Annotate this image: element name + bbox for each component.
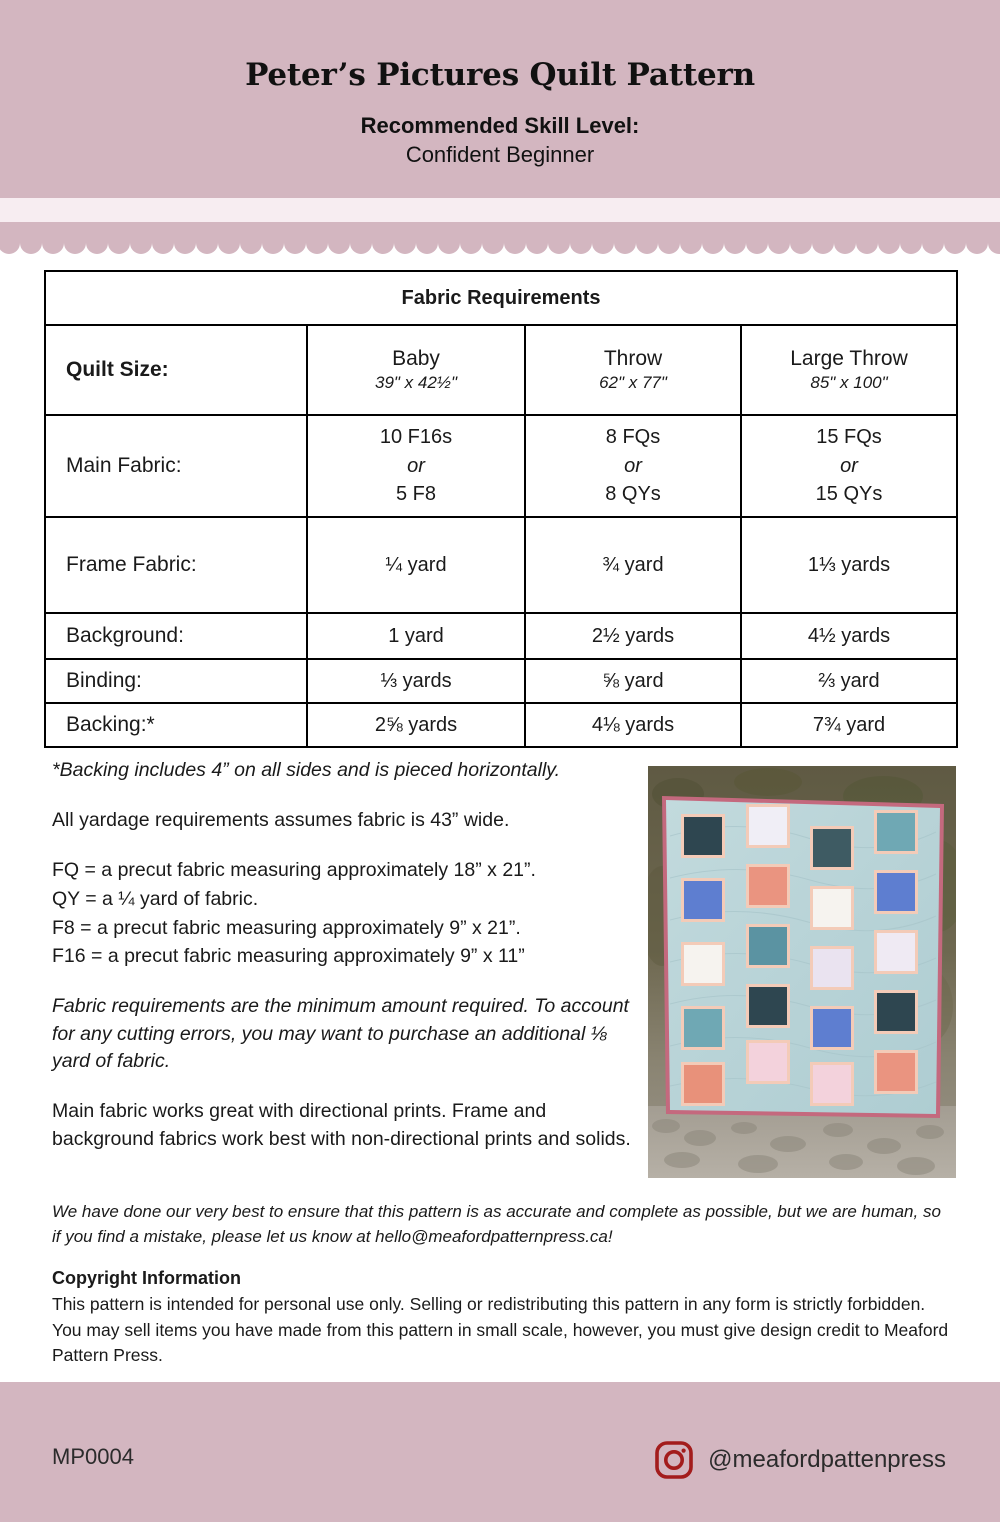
scallop [922,240,944,254]
scallop [548,240,570,254]
scallop [966,240,988,254]
scallop [64,240,86,254]
scallop [240,240,262,254]
scallop [900,240,922,254]
scallop [328,240,350,254]
scallop [0,240,20,254]
cell-line: 5 F8 [395,483,437,506]
cell-line: 10 F16s [379,426,453,449]
cell-main-fabric-baby [307,415,525,517]
scallop [834,240,856,254]
row-label: Main Fabric: [45,415,307,517]
quilt-photo-illustration [648,766,956,1178]
scallop [790,240,812,254]
size-column-baby [307,325,525,415]
page-title: Peter’s Pictures Quilt Pattern [245,57,755,93]
scallop [812,240,834,254]
backing-note: *Backing includes 4” on all sides and is pieced horizontally. [52,759,561,781]
size-name: Baby [392,346,440,370]
size-column-large-throw [741,325,957,415]
instagram-handle[interactable]: @meafordpattenpress [708,1446,946,1473]
cell-line: or [624,454,642,477]
scallop [724,240,746,254]
scallop [350,240,372,254]
scallop [614,240,636,254]
size-dims: 39" x 42½" [374,373,457,393]
scallop [372,240,394,254]
row-label: Background: [45,613,307,659]
scallop [988,240,1000,254]
pattern-code: MP0004 [52,1444,134,1469]
instagram-icon[interactable] [654,1440,694,1480]
table-row [45,703,957,747]
quilt-size-label: Quilt Size: [45,325,307,415]
header-light-band [0,198,1000,222]
copyright-heading: Copyright Information [52,1268,241,1288]
cell-main-fabric-throw [525,415,741,517]
cell-binding-throw: ⅝ yard [525,659,741,703]
scallop [86,240,108,254]
size-name: Throw [603,346,663,370]
cell-frame-fabric-large-throw: 1⅓ yards [741,517,957,613]
scallop [42,240,64,254]
cell-backing-throw: 4⅛ yards [525,703,741,747]
scallop [262,240,284,254]
scallop [746,240,768,254]
cell-frame-fabric-baby: ¼ yard [307,517,525,613]
scallop [174,240,196,254]
scallop [680,240,702,254]
definition-f16: F16 = a precut fabric measuring approximately 9” x 11” [52,945,525,968]
row-label: Frame Fabric: [45,517,307,613]
cell-background-baby: 1 yard [307,613,525,659]
scallop [130,240,152,254]
scallop [526,240,548,254]
skill-level-label: Recommended Skill Level: [360,113,640,138]
directional-prints-note: Main fabric works great with directional prints. Frame and background fabrics work best with non-directional prints and solids. [52,1100,631,1150]
cell-binding-baby: ⅓ yards [307,659,525,703]
cell-line: 15 FQs [816,426,882,449]
row-label: Backing:* [45,703,307,747]
scallop [636,240,658,254]
cell-binding-large-throw: ⅔ yard [741,659,957,703]
definition-f8: F8 = a precut fabric measuring approximately 9” x 21”. [52,916,521,939]
scallop [416,240,438,254]
cell-main-fabric-large-throw [741,415,957,517]
row-label: Binding: [45,659,307,703]
social-handle-group[interactable] [654,1440,946,1480]
scallop [570,240,592,254]
table-row [45,517,957,613]
cell-background-throw: 2½ yards [525,613,741,659]
scallop-edge [0,240,1000,254]
scallop [768,240,790,254]
scallop [482,240,504,254]
scallop [108,240,130,254]
cell-background-large-throw: 4½ yards [741,613,957,659]
scallop-band [0,222,1000,240]
notes-column [52,757,642,1175]
cell-frame-fabric-throw: ¾ yard [525,517,741,613]
cell-backing-large-throw: 7¾ yard [741,703,957,747]
quilt-photo [648,766,956,1178]
cell-line: or [407,454,425,477]
scallop [592,240,614,254]
scallop [658,240,680,254]
scallop [218,240,240,254]
table-row [45,613,957,659]
size-dims: 62" x 77" [599,373,667,393]
scallop [944,240,966,254]
table-row [45,415,957,517]
fabric-requirements-table [44,270,956,748]
table-size-header-row [45,325,957,415]
scallop [394,240,416,254]
scallop [504,240,526,254]
size-column-throw [525,325,741,415]
scallop [878,240,900,254]
copyright-text: This pattern is intended for personal use only. Selling or redistributing this pattern in any form is strictly forbidden. You may sell items you have made from this pattern in small scale, however, you must give design credit to Meaford Pattern Press. [52,1294,949,1366]
scallop [702,240,724,254]
section-title: Fabric Requirements [45,271,957,325]
accuracy-disclaimer: We have done our very best to ensure that this pattern is as accurate and complete as possible, but we are human, so if you find a mistake, please let us know at hello@meafordpatternpress.ca! [52,1202,941,1246]
cell-backing-baby: 2⅝ yards [307,703,525,747]
cell-line: or [840,454,858,477]
cell-line: 8 QYs [605,483,661,506]
scallop [20,240,42,254]
cell-line: 8 FQs [605,426,661,449]
scallop [438,240,460,254]
table-row [45,659,957,703]
abbreviation-definitions [52,856,642,971]
scallop [856,240,878,254]
header-band [0,0,1000,198]
scallop [152,240,174,254]
scallop [284,240,306,254]
scallop [196,240,218,254]
size-name: Large Throw [790,346,908,370]
fabric-width-note: All yardage requirements assumes fabric is 43” wide. [52,808,510,831]
definition-qy: QY = a ¼ yard of fabric. [52,888,259,911]
minimum-amount-note: Fabric requirements are the minimum amount required. To account for any cutting errors, you may want to purchase an additional ⅛ yard of fabric. [52,995,629,1073]
scallop [306,240,328,254]
scallop [460,240,482,254]
definition-fq: FQ = a precut fabric measuring approximately 18” x 21”. [52,859,536,882]
size-dims: 85" x 100" [810,373,888,393]
table-section-header-row [45,271,957,325]
skill-level-value: Confident Beginner [405,142,595,167]
cell-line: 15 QYs [815,483,883,506]
